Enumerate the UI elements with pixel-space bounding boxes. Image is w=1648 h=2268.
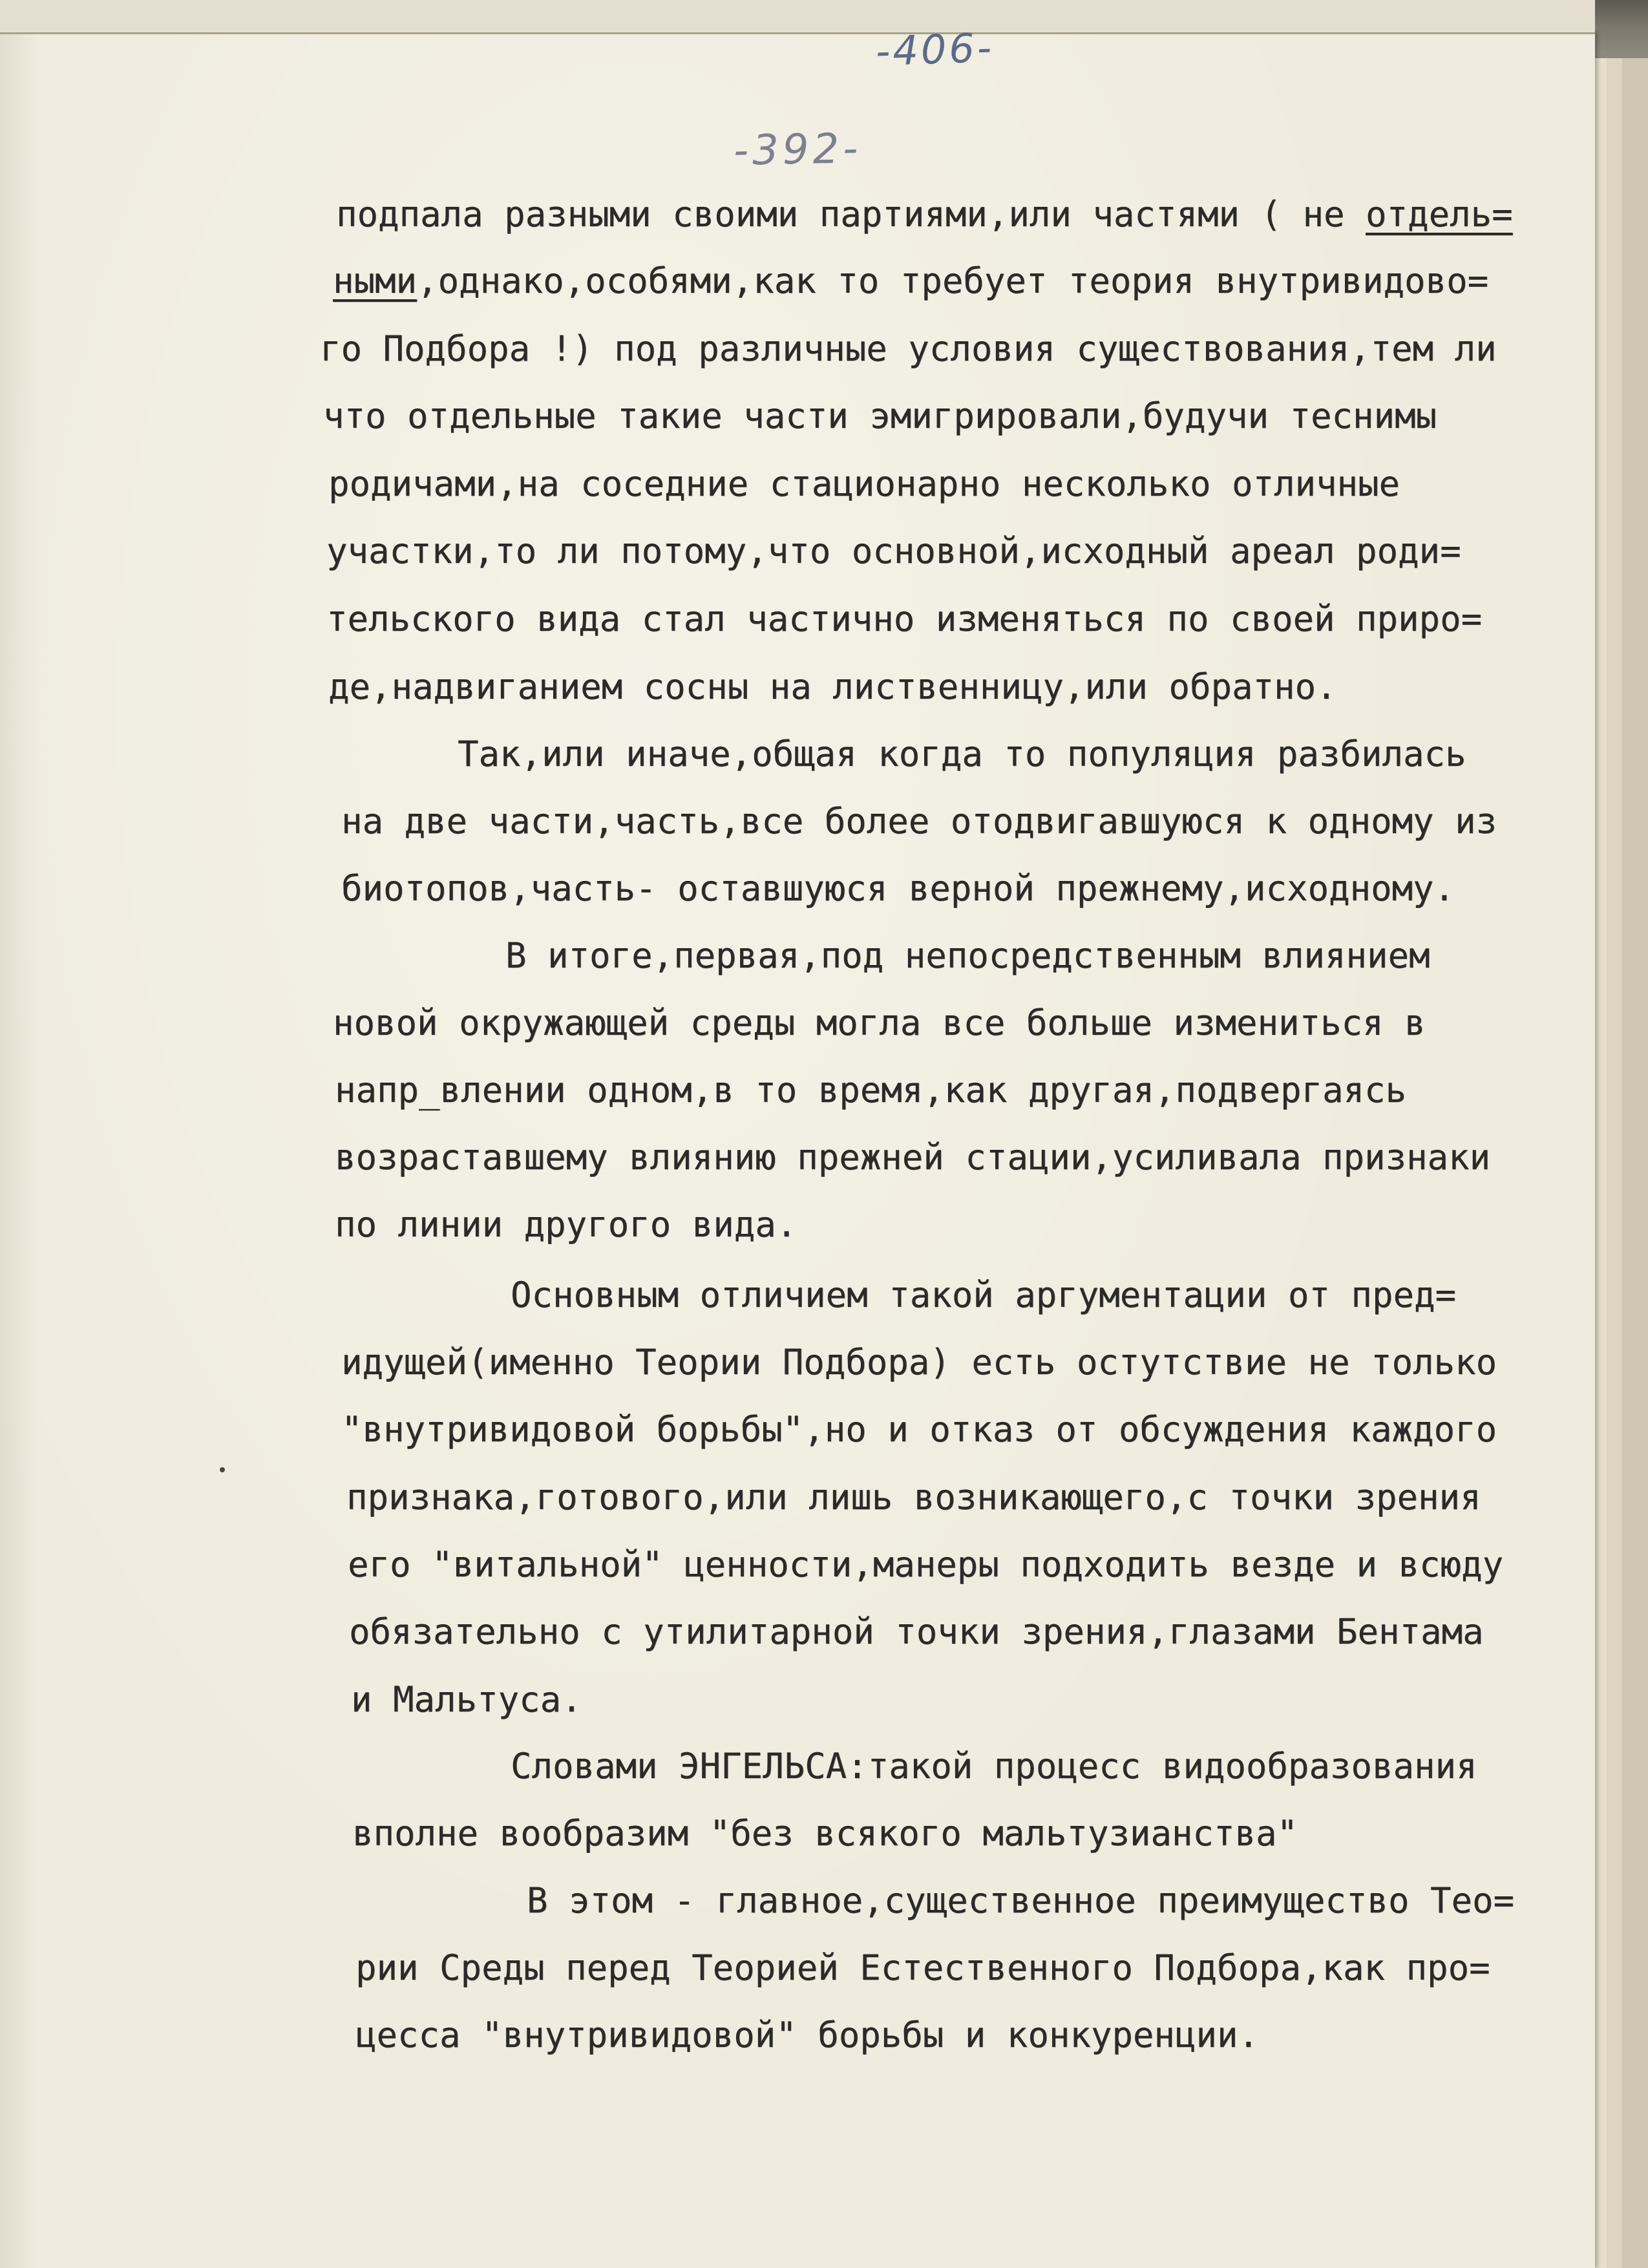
text-line: го Подбора !) под различные условия существования,тем ли (320, 328, 1497, 369)
text-line: В этом - главное,существенное преимущество Тео= (527, 1880, 1515, 1921)
previous-sheet-strip (0, 0, 1595, 34)
text-line: Основным отличием такой аргументации от пред= (511, 1275, 1456, 1315)
text-line: идущей(именно Теории Подбора) есть остутствие не только (341, 1342, 1497, 1383)
text-line: цесса "внутривидовой" борьбы и конкуренции. (355, 2015, 1259, 2055)
archive-page-number: -406- (874, 23, 995, 76)
text-line (336, 194, 1513, 235)
text-line: вполне вообразим "без всякого мальтузианства" (352, 1813, 1298, 1854)
text-line: признака,готового,или лишь возникающего,с точки зрения (346, 1477, 1481, 1518)
text-line: на две части,часть,все более отодвигавшуюся к одному из (341, 801, 1497, 842)
text-line: напр_влении одном,в то время,как другая,подвергаясь (335, 1070, 1407, 1110)
underlined-word: ными (333, 260, 417, 301)
typed-page-number: -392- (733, 125, 862, 175)
text-segment: ,однако,особями,как то требует теория внутривидово= (417, 260, 1489, 301)
text-line: биотопов,часть- оставшуюся верной прежнему,исходному. (341, 868, 1455, 909)
text-line: и Мальтуса. (351, 1679, 582, 1720)
text-line: де,надвиганием сосны на лиственницу,или обратно. (328, 666, 1337, 707)
text-line: тельского вида стал частично изменяться по своей приро= (326, 599, 1483, 639)
underlined-word: отдель= (1366, 194, 1513, 235)
text-line: Словами ЭНГЕЛЬСА:такой процесс видообразования (511, 1746, 1477, 1786)
text-line: его "витальной" ценности,манеры подходить везде и всюду (348, 1544, 1504, 1585)
text-line: возраставшему влиянию прежней стации,усиливала признаки (335, 1137, 1491, 1178)
text-segment: подпала разными своими партиями,или частями ( не (336, 194, 1366, 235)
stacked-sheet-edge (1621, 58, 1648, 2268)
text-line: В итоге,первая,под непосредственным влиянием (505, 935, 1430, 976)
text-line: родичами,на соседние стационарно несколько отличные (328, 463, 1400, 504)
text-line: новой окружающей среды могла все больше измениться в (333, 1002, 1426, 1043)
stacked-sheet-edge (1605, 58, 1622, 2268)
text-line: "внутривидовой борьбы",но и отказ от обсуждения каждого (341, 1409, 1497, 1450)
text-line: обязательно с утилитарной точки зрения,глазами Бентама (349, 1611, 1484, 1652)
paper-speck (220, 1467, 225, 1472)
text-line (333, 260, 1489, 301)
stacked-sheet-edge (1594, 58, 1607, 2268)
text-line: по линии другого вида. (335, 1204, 798, 1245)
text-line: что отдельные такие части эмигрировали,будучи теснимы (323, 396, 1437, 436)
text-line: рии Среды перед Теорией Естественного Подбора,как про= (355, 1947, 1490, 1988)
text-line: участки,то ли потому,что основной,исходный ареал роди= (326, 531, 1461, 571)
text-line: Так,или иначе,общая когда то популяция разбилась (458, 734, 1466, 774)
